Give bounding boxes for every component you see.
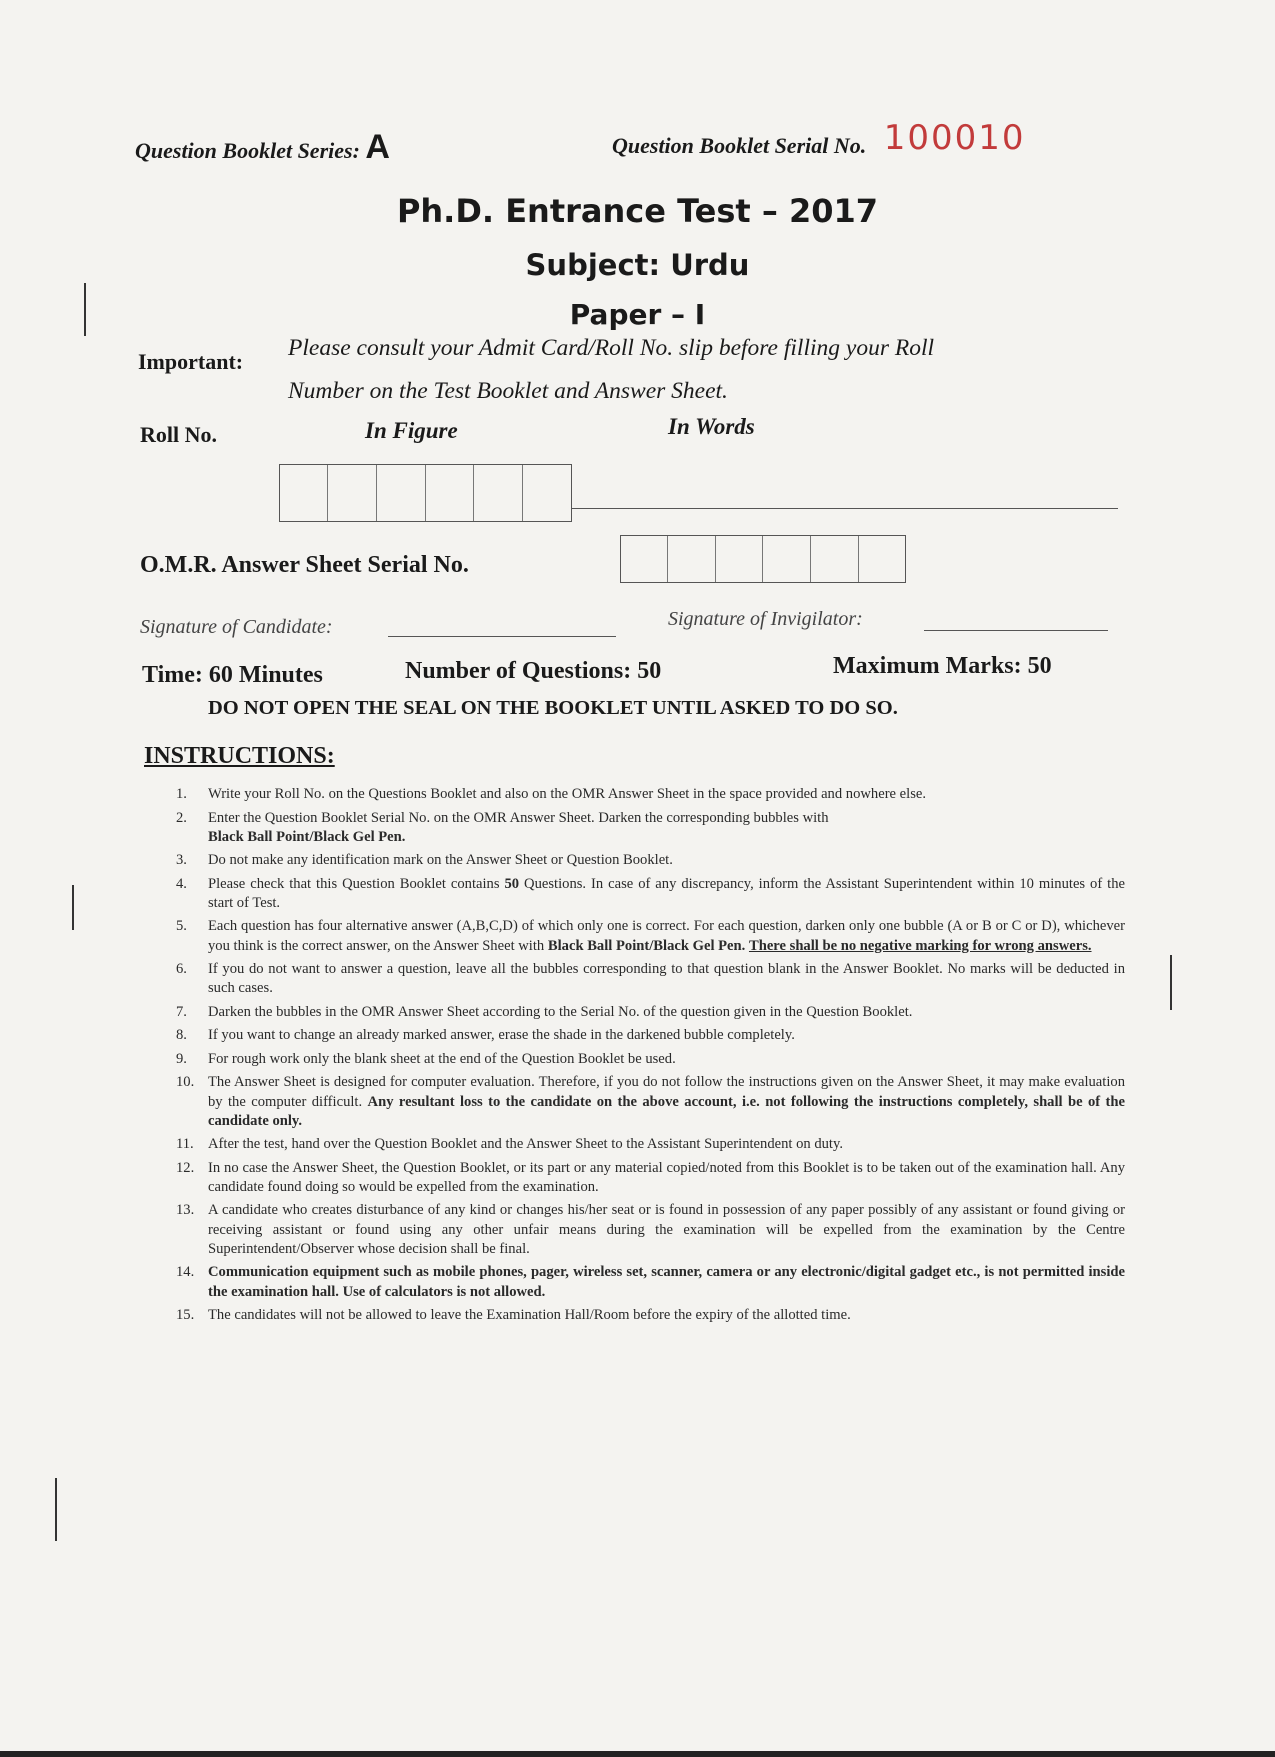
instruction-text: Please check that this Question Booklet contains 50 Questions. In case of any discrepancy, inform the Assistant Superintendent within 10 minutes of the start of Test. <box>208 875 1125 911</box>
instruction-item <box>170 1026 1125 1045</box>
instruction-item <box>170 1135 1125 1154</box>
instruction-text: After the test, hand over the Question Booklet and the Answer Sheet to the Assistant Superintendent on duty. <box>208 1136 843 1153</box>
omr-digit-box[interactable] <box>668 536 716 582</box>
instruction-item <box>170 1201 1125 1259</box>
scan-bottom-edge <box>0 1751 1275 1757</box>
instruction-number: 8. <box>176 1027 187 1044</box>
instruction-text: If you want to change an already marked answer, erase the shade in the darkened bubble completely. <box>208 1027 795 1044</box>
instruction-number: 1. <box>176 786 187 802</box>
instruction-item <box>170 1073 1125 1131</box>
instruction-number: 7. <box>176 1003 187 1020</box>
instruction-text: The candidates will not be allowed to leave the Examination Hall/Room before the expiry of the allotted time. <box>208 1307 851 1324</box>
instruction-number: 10. <box>176 1074 195 1091</box>
instruction-text: Darken the bubbles in the OMR Answer Sheet according to the Serial No. of the question given in the Question Booklet. <box>208 1003 913 1020</box>
instruction-number: 13. <box>176 1202 195 1219</box>
instruction-text: Enter the Question Booklet Serial No. on the OMR Answer Sheet. Darken the corresponding bubbles with Black Ball Point/Black Gel Pen. <box>208 809 829 845</box>
instruction-text: Do not make any identification mark on the Answer Sheet or Question Booklet. <box>208 852 673 869</box>
instruction-number: 11. <box>176 1136 194 1153</box>
roll-in-words-line[interactable] <box>572 508 1118 509</box>
subject-title: Subject: Urdu <box>525 248 750 282</box>
instruction-text: In no case the Answer Sheet, the Question Booklet, or its part or any material copied/noted from this Booklet is to be taken out of the examination hall. Any candidate found doing so would be expelled from the examination. <box>208 1159 1125 1195</box>
instruction-item <box>170 1050 1125 1069</box>
margin-mark <box>55 1478 57 1541</box>
instruction-number: 4. <box>176 875 187 892</box>
instruction-text: For rough work only the blank sheet at the end of the Question Booklet be used. <box>208 1050 676 1067</box>
instruction-number: 14. <box>176 1264 195 1281</box>
instruction-text: Communication equipment such as mobile phones, pager, wireless set, scanner, camera or any electronic/digital gadget etc., is not permitted inside the examination hall. Use of calculators is not allowed. <box>208 1264 1125 1300</box>
instruction-text: Each question has four alternative answer (A,B,C,D) of which only one is correct. For each question, darken only one bubble (A or B or C or D), whichever you think is the correct answer, on the Answer Sheet with Black Ball Point/Black Gel Pen. There shall be no negative marking for wrong answers. <box>208 918 1125 954</box>
num-questions-label: Number of Questions: 50 <box>405 658 662 684</box>
roll-number-boxes[interactable] <box>279 464 572 522</box>
omr-digit-box[interactable] <box>716 536 764 582</box>
serial-value: 100010 <box>883 118 1026 158</box>
omr-digit-box[interactable] <box>763 536 811 582</box>
margin-mark <box>72 885 74 930</box>
signature-candidate-label: Signature of Candidate: <box>140 616 333 638</box>
roll-digit-box[interactable] <box>328 465 377 521</box>
important-label: Important: <box>138 349 244 374</box>
in-words-label: In Words <box>668 414 755 439</box>
instruction-number: 6. <box>176 961 187 978</box>
instruction-item <box>170 1306 1125 1325</box>
instruction-item <box>170 917 1125 955</box>
instruction-number: 9. <box>176 1050 187 1067</box>
omr-digit-box[interactable] <box>811 536 859 582</box>
signature-invigilator-line[interactable] <box>924 630 1108 631</box>
roll-digit-box[interactable] <box>523 465 571 521</box>
instruction-number: 3. <box>176 852 187 869</box>
signature-invigilator-label: Signature of Invigilator: <box>668 608 863 630</box>
instruction-item <box>170 1159 1125 1197</box>
important-text-1: Please consult your Admit Card/Roll No. slip before filling your Roll <box>288 335 934 361</box>
instruction-item <box>170 1263 1125 1301</box>
signature-candidate-line[interactable] <box>388 636 616 637</box>
instruction-item <box>170 1003 1125 1022</box>
exam-title: Ph.D. Entrance Test – 2017 <box>396 192 879 230</box>
series-label-text: Question Booklet Series: <box>135 138 360 163</box>
serial-label <box>612 118 1026 158</box>
seal-warning: DO NOT OPEN THE SEAL ON THE BOOKLET UNTIL ASKED TO DO SO. <box>208 697 898 719</box>
instruction-text: Write your Roll No. on the Questions Booklet and also on the OMR Answer Sheet in the space provided and nowhere else. <box>208 786 927 802</box>
margin-mark <box>1170 955 1172 1010</box>
instructions-list <box>170 785 1125 1330</box>
instruction-text: If you do not want to answer a question, leave all the bubbles corresponding to that question blank in the Answer Booklet. No marks will be deducted in such cases. <box>208 961 1125 997</box>
instruction-text: The Answer Sheet is designed for computer evaluation. Therefore, if you do not follow the instructions given on the Answer Sheet, it may make evaluation by the computer difficult. Any resultant loss to the candidate on the above account, i.e. not following the instructions completely, shall be of the candidate only. <box>208 1074 1125 1129</box>
roll-digit-box[interactable] <box>474 465 523 521</box>
instruction-text: A candidate who creates disturbance of any kind or changes his/her seat or is found in possession of any paper possibly of any assistant or found giving or receiving assistant or found using any other unfair means during the examination will be expelled from the examination by the Centre Superintendent/Observer whose decision shall be final. <box>208 1202 1125 1257</box>
instruction-number: 12. <box>176 1159 195 1176</box>
instruction-item <box>170 785 1125 804</box>
instruction-item <box>170 960 1125 998</box>
roll-digit-box[interactable] <box>377 465 426 521</box>
important-text-2: Number on the Test Booklet and Answer Sheet. <box>288 378 728 404</box>
omr-digit-box[interactable] <box>621 536 668 582</box>
instruction-number: 5. <box>176 918 187 935</box>
omr-digit-box[interactable] <box>859 536 905 582</box>
roll-label: Roll No. <box>140 422 217 447</box>
serial-label-text: Question Booklet Serial No. <box>612 133 867 158</box>
omr-label: O.M.R. Answer Sheet Serial No. <box>140 552 469 578</box>
time-label: Time: 60 Minutes <box>142 662 323 688</box>
roll-digit-box[interactable] <box>280 465 328 521</box>
instruction-number: 15. <box>176 1307 195 1324</box>
in-figure-label: In Figure <box>365 418 458 443</box>
roll-digit-box[interactable] <box>426 465 475 521</box>
instruction-number: 2. <box>176 809 187 826</box>
instructions-heading: INSTRUCTIONS: <box>144 743 335 769</box>
series-value: A <box>365 128 390 166</box>
max-marks-label: Maximum Marks: 50 <box>833 653 1052 679</box>
instruction-item <box>170 875 1125 913</box>
series-label <box>135 128 390 167</box>
omr-serial-boxes[interactable] <box>620 535 906 583</box>
instruction-item <box>170 851 1125 870</box>
paper-title: Paper – I <box>569 298 706 331</box>
instruction-item <box>170 809 1125 847</box>
